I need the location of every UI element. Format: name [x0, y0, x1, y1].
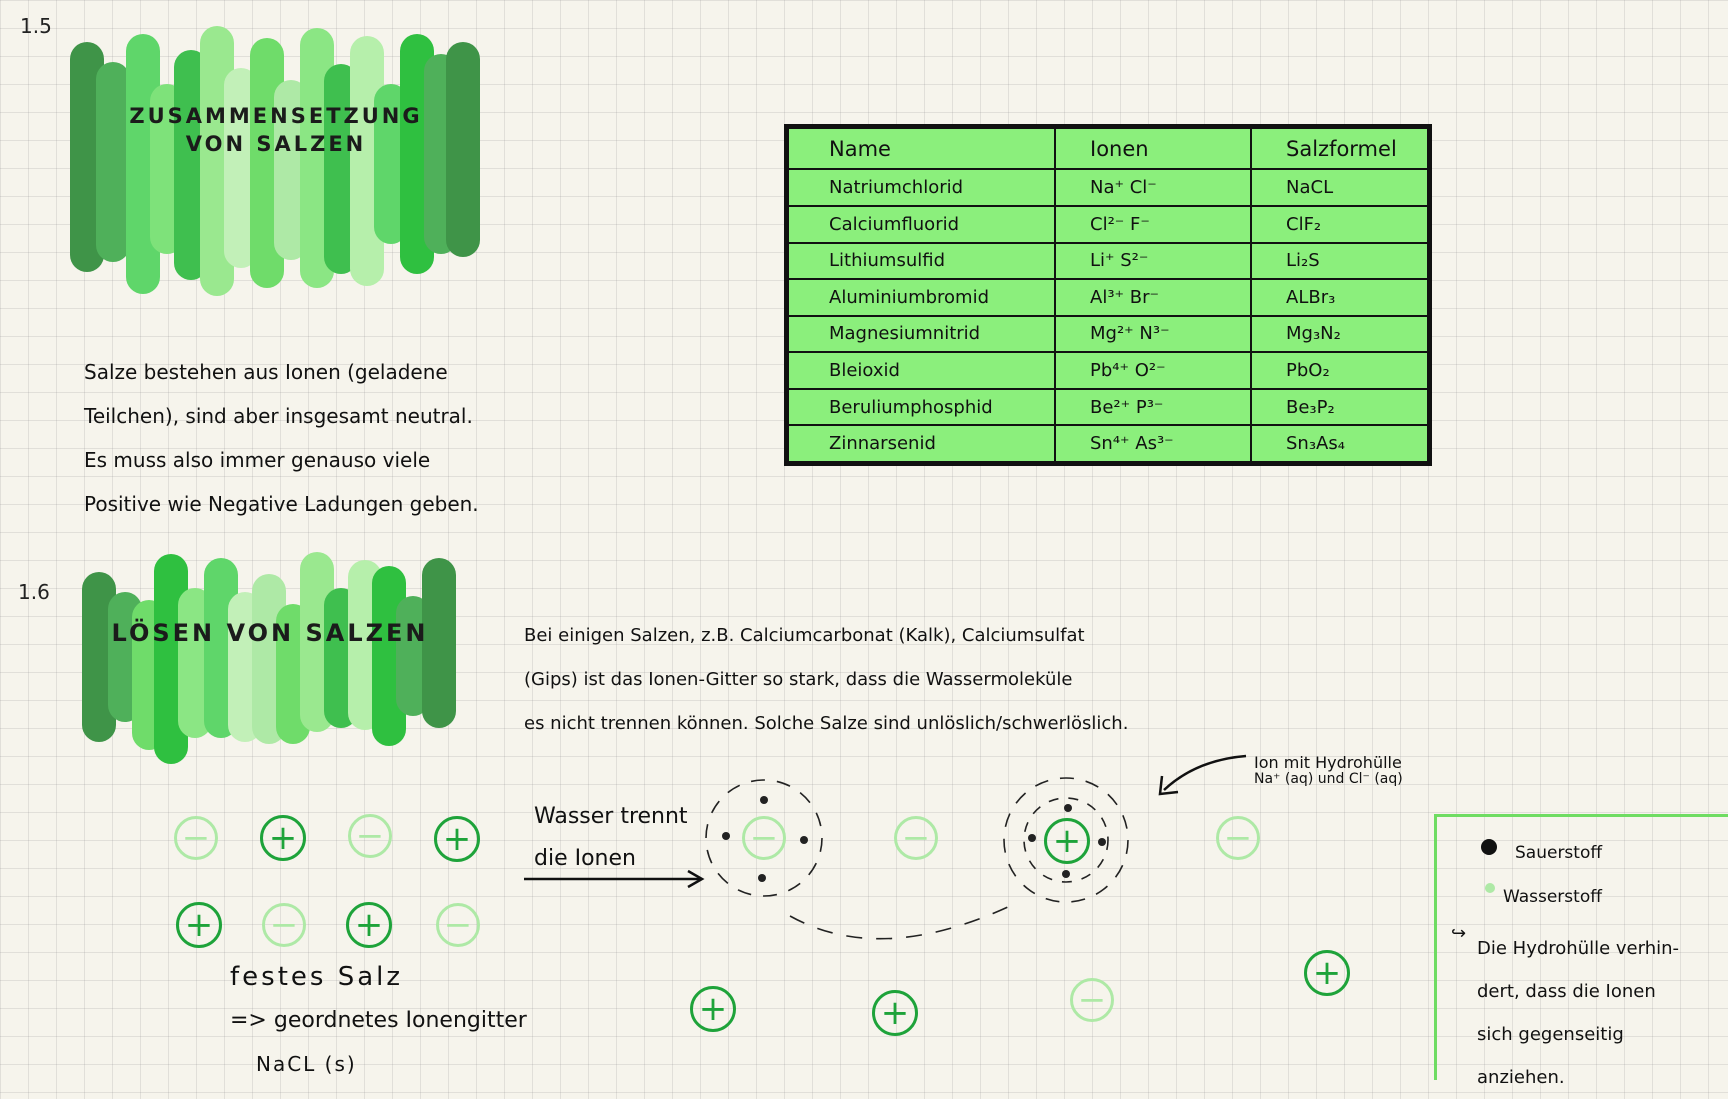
- section-number-1-6: 1.6: [18, 580, 50, 604]
- cell-ionen: Na⁺ Cl⁻: [1055, 169, 1251, 206]
- paragraph-2-line: Bei einigen Salzen, z.B. Calciumcarbonat (Kalk), Calciumsulfat: [524, 625, 1085, 646]
- hydrogen-dot-icon: [1485, 883, 1495, 893]
- paragraph-2-line: es nicht trennen können. Solche Salze sind unlöslich/schwerlöslich.: [524, 713, 1129, 734]
- plus-ion: +: [1304, 950, 1350, 996]
- cell-name: Aluminiumbromid: [788, 279, 1055, 316]
- water-molecule-dot: [1098, 838, 1106, 846]
- column-header-salzformel: Salzformel: [1251, 128, 1428, 169]
- plus-ion: +: [872, 990, 918, 1036]
- ion-lattice-label: => geordnetes Ionengitter: [230, 1008, 527, 1033]
- water-molecule-dot: [1028, 834, 1036, 842]
- cell-name: Bleioxid: [788, 352, 1055, 389]
- heading-2: LÖSEN VON SALZEN: [111, 619, 429, 647]
- cell-formel: PbO₂: [1251, 352, 1428, 389]
- section-number-1-5: 1.5: [20, 14, 52, 38]
- water-separates-line-1: Wasser trennt: [534, 804, 688, 829]
- cell-name: Lithiumsulfid: [788, 243, 1055, 280]
- water-molecule-dot: [758, 874, 766, 882]
- plus-ion: +: [690, 986, 736, 1032]
- cell-ionen: Li⁺ S²⁻: [1055, 243, 1251, 280]
- paragraph-1-line: Salze bestehen aus Ionen (geladene: [84, 360, 448, 384]
- legend-note-line: dert, dass die Ionen: [1477, 981, 1656, 1002]
- cell-formel: NaCL: [1251, 169, 1428, 206]
- hydro-label-line-1: Ion mit Hydrohülle: [1254, 753, 1402, 772]
- hydro-pointer-arrow: [1164, 756, 1246, 790]
- water-molecule-dot: [722, 832, 730, 840]
- heading-1-line-2: VON SALZEN: [185, 132, 367, 156]
- cell-ionen: Cl²⁻ F⁻: [1055, 206, 1251, 243]
- oxygen-dot-icon: [1481, 839, 1497, 855]
- minus-ion: −: [1216, 816, 1260, 860]
- legend-box: [1434, 814, 1728, 1088]
- column-header-name: Name: [788, 128, 1055, 169]
- plus-ion: +: [260, 815, 306, 861]
- cell-formel: ALBr₃: [1251, 279, 1428, 316]
- water-molecule-dot: [1062, 870, 1070, 878]
- plus-ion: +: [176, 902, 222, 948]
- water-molecule-dot: [800, 836, 808, 844]
- cell-formel: Li₂S: [1251, 243, 1428, 280]
- water-separates-line-2: die Ionen: [534, 846, 636, 871]
- hydro-label: [1254, 754, 1403, 788]
- cell-formel: Be₃P₂: [1251, 389, 1428, 426]
- minus-ion: −: [174, 816, 218, 860]
- legend-note-line: sich gegenseitig: [1477, 1024, 1624, 1045]
- cell-formel: Sn₃As₄: [1251, 425, 1428, 462]
- minus-ion: −: [262, 903, 306, 947]
- plus-ion: +: [346, 902, 392, 948]
- cell-ionen: Al³⁺ Br⁻: [1055, 279, 1251, 316]
- paragraph-1-line: Teilchen), sind aber insgesamt neutral.: [84, 404, 473, 428]
- water-molecule-dot: [1064, 804, 1072, 812]
- plus-ion: +: [434, 816, 480, 862]
- cell-name: Calciumfluorid: [788, 206, 1055, 243]
- column-header-ionen: Ionen: [1055, 128, 1251, 169]
- hydrated-anion: −: [742, 816, 786, 860]
- legend-note-line: Die Hydrohülle verhin-: [1477, 938, 1680, 959]
- legend-oxygen-label: Sauerstoff: [1515, 843, 1603, 863]
- minus-ion: −: [436, 903, 480, 947]
- heading-1-line-1: ZUSAMMENSETZUNG: [129, 104, 423, 128]
- paragraph-1-line: Positive wie Negative Ladungen geben.: [84, 492, 479, 516]
- hydro-label-line-2: Na⁺ (aq) und Cl⁻ (aq): [1254, 771, 1403, 787]
- return-arrow-icon: ↪: [1451, 923, 1467, 944]
- paragraph-1-line: Es muss also immer genauso viele: [84, 448, 431, 472]
- solid-salt-label: festes Salz: [230, 962, 404, 992]
- cell-ionen: Mg²⁺ N³⁻: [1055, 316, 1251, 353]
- cell-name: Beruliumphosphid: [788, 389, 1055, 426]
- cell-ionen: Be²⁺ P³⁻: [1055, 389, 1251, 426]
- paragraph-2-line: (Gips) ist das Ionen-Gitter so stark, dass die Wassermoleküle: [524, 669, 1073, 690]
- cell-ionen: Sn⁴⁺ As³⁻: [1055, 425, 1251, 462]
- minus-ion: −: [894, 816, 938, 860]
- hydrated-cation: +: [1044, 818, 1090, 864]
- cell-ionen: Pb⁴⁺ O²⁻: [1055, 352, 1251, 389]
- cell-formel: ClF₂: [1251, 206, 1428, 243]
- cell-name: Zinnarsenid: [788, 425, 1055, 462]
- cell-formel: Mg₃N₂: [1251, 316, 1428, 353]
- legend-note-line: anziehen.: [1477, 1067, 1565, 1088]
- minus-ion: −: [348, 814, 392, 858]
- minus-ion: −: [1070, 978, 1114, 1022]
- cell-name: Magnesiumnitrid: [788, 316, 1055, 353]
- nacl-solid-label: NaCL (s): [256, 1052, 357, 1076]
- cell-name: Natriumchlorid: [788, 169, 1055, 206]
- water-molecule-dot: [760, 796, 768, 804]
- connecting-arc: [790, 906, 1010, 939]
- legend-note: [1477, 927, 1727, 1099]
- legend-hydrogen-label: Wasserstoff: [1503, 887, 1602, 907]
